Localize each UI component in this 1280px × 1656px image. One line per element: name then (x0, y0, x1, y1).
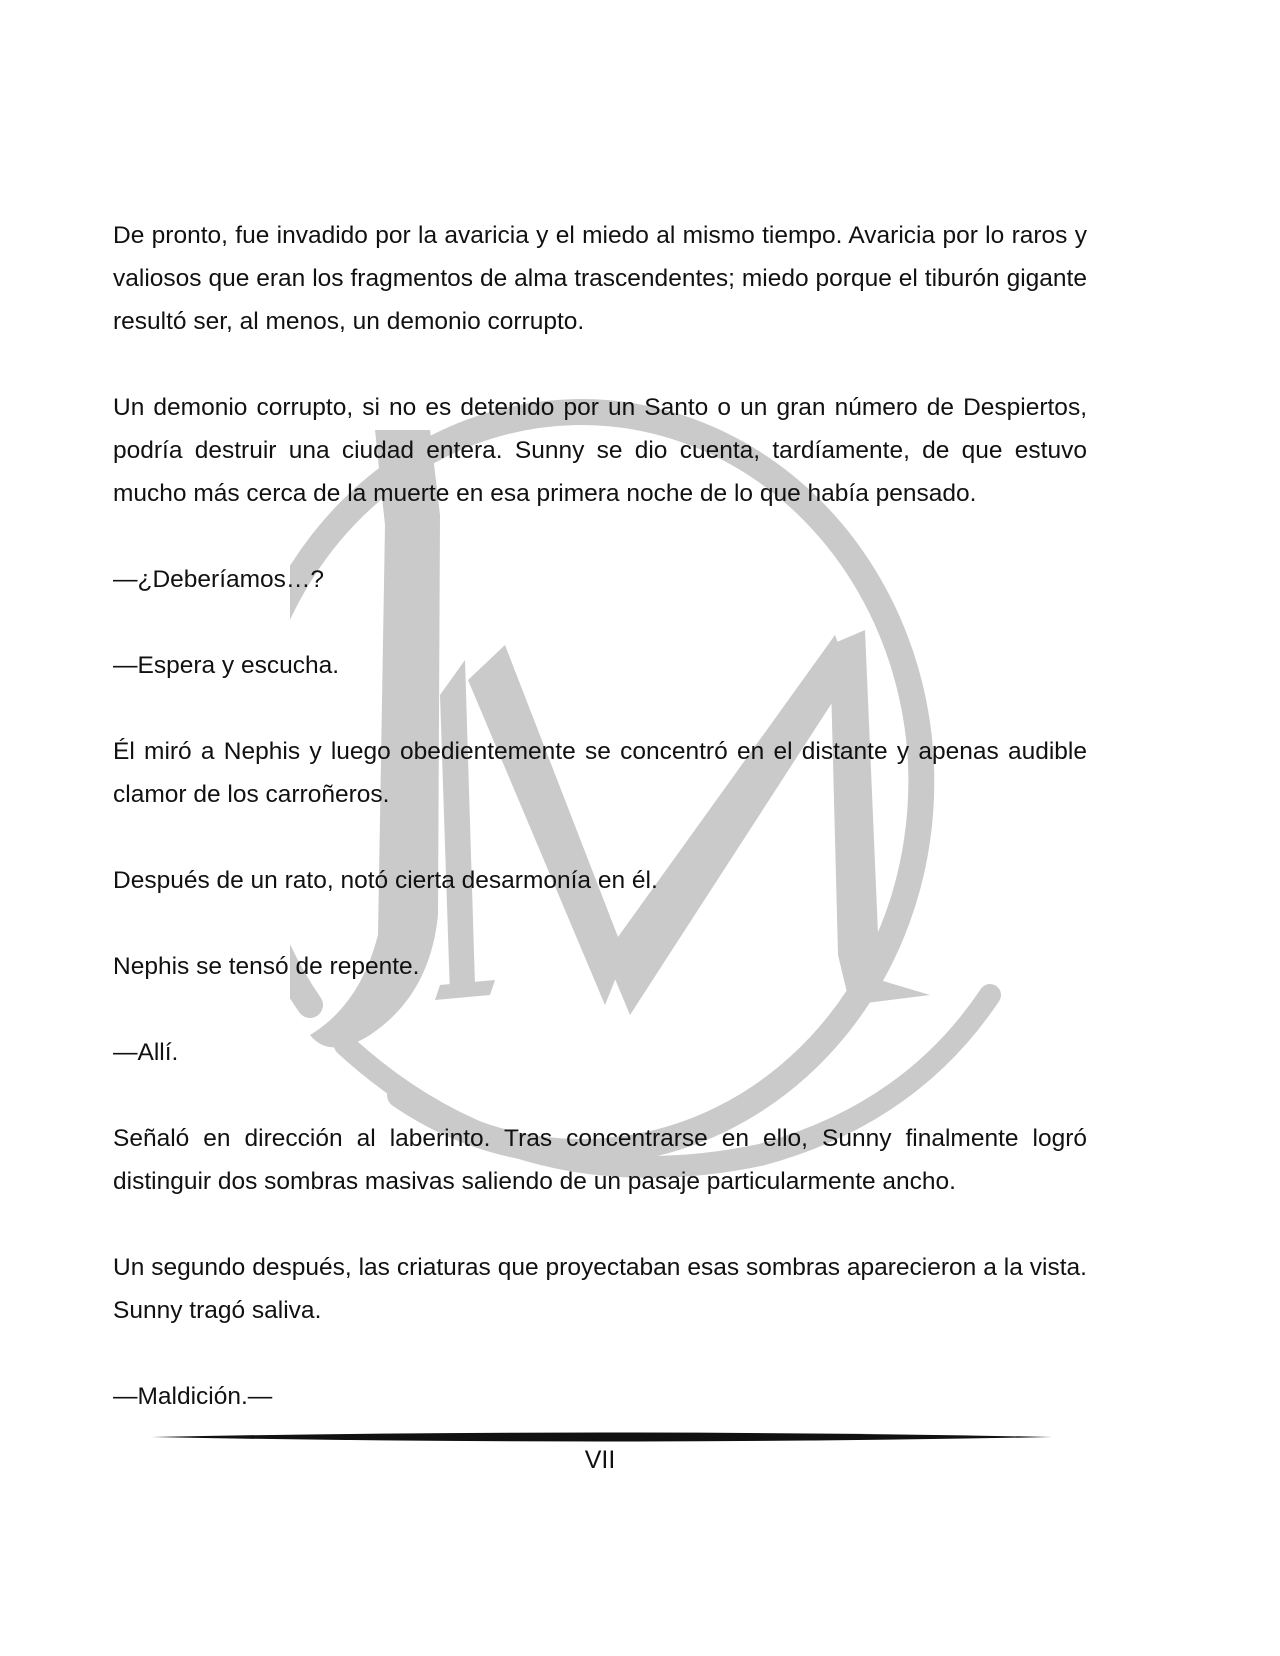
paragraph: Un demonio corrupto, si no es detenido por un Santo o un gran número de Despiertos, podría destruir una ciudad entera. Sunny se dio cuenta, tardíamente, de que estuvo mucho más cerca de la muerte en esa primera noche de lo que había pensado. (113, 394, 1087, 507)
body-text (113, 214, 1087, 1461)
footer-divider (152, 1430, 1052, 1444)
page-number: VII (584, 1446, 616, 1474)
paragraph: Después de un rato, notó cierta desarmonía en él. (113, 867, 658, 894)
paragraph: Un segundo después, las criaturas que proyectaban esas sombras aparecieron a la vista. Sunny tragó saliva. (113, 1254, 1087, 1324)
paragraph: Señaló en dirección al laberinto. Tras concentrarse en ello, Sunny finalmente logró distinguir dos sombras masivas saliendo de un pasaje particularmente ancho. (113, 1125, 1087, 1195)
paragraph: Él miró a Nephis y luego obedientemente se concentró en el distante y apenas audible clamor de los carroñeros. (113, 738, 1087, 808)
dialogue-line: —Allí. (113, 1039, 179, 1066)
dialogue-line: —¿Deberíamos…? (113, 566, 325, 593)
paragraph: Nephis se tensó de repente. (113, 953, 420, 980)
paragraph: De pronto, fue invadido por la avaricia y el miedo al mismo tiempo. Avaricia por lo raros y valiosos que eran los fragmentos de alma trascendentes; miedo porque el tiburón gigante resultó ser, al menos, un demonio corrupto. (113, 222, 1087, 335)
dialogue-line: —Espera y escucha. (113, 652, 340, 679)
dialogue-line: —Maldición.— (113, 1383, 273, 1410)
